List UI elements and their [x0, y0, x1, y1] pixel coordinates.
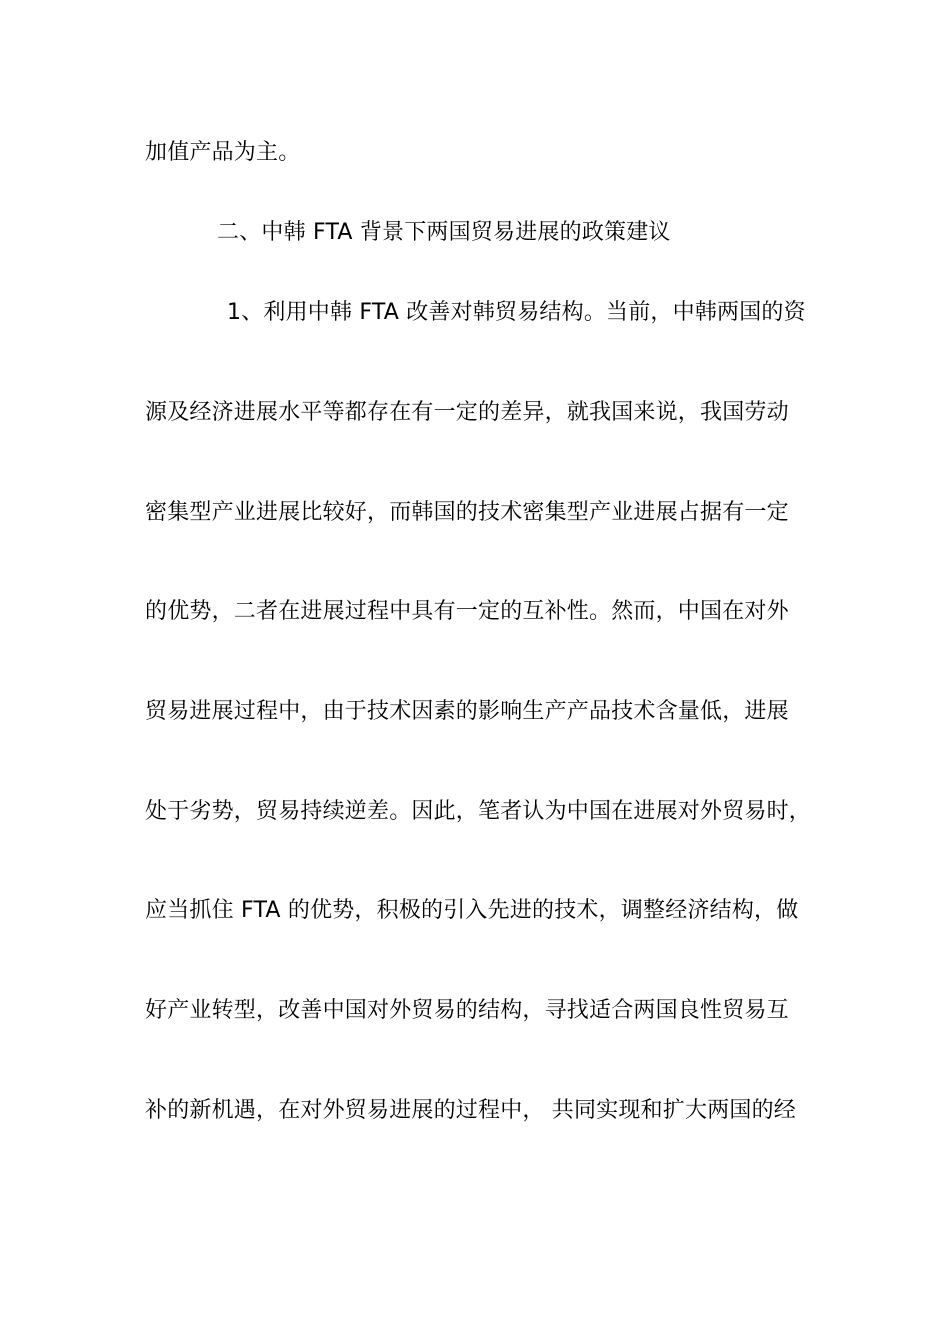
paragraph-line: 应当抓住 FTA 的优势，积极的引入先进的技术，调整经济结构，做	[145, 898, 799, 923]
paragraph-line: 密集型产业进展比较好，而韩国的技术密集型产业进展占据有一定	[145, 500, 789, 525]
paragraph-line: 的优势，二者在进展过程中具有一定的互补性。然而，中国在对外	[145, 599, 789, 624]
paragraph-continuation: 加值产品为主。	[145, 140, 301, 165]
paragraph-line: 源及经济进展水平等都存在有一定的差异，就我国来说，我国劳动	[145, 400, 789, 425]
paragraph-line: 贸易进展过程中，由于技术因素的影响生产产品技术含量低，进展	[145, 699, 789, 724]
paragraph-line: 好产业转型，改善中国对外贸易的结构，寻找适合两国良性贸易互	[145, 998, 789, 1023]
paragraph-line: 1、利用中韩 FTA 改善对韩贸易结构。当前，中韩两国的资	[227, 300, 806, 325]
paragraph-line: 补的新机遇，在对外贸易进展的过程中， 共同实现和扩大两国的经	[145, 1098, 796, 1123]
section-heading: 二、中韩 FTA 背景下两国贸易进展的政策建议	[217, 220, 671, 245]
paragraph-line: 处于劣势，贸易持续逆差。因此，笔者认为中国在进展对外贸易时，	[145, 799, 812, 824]
